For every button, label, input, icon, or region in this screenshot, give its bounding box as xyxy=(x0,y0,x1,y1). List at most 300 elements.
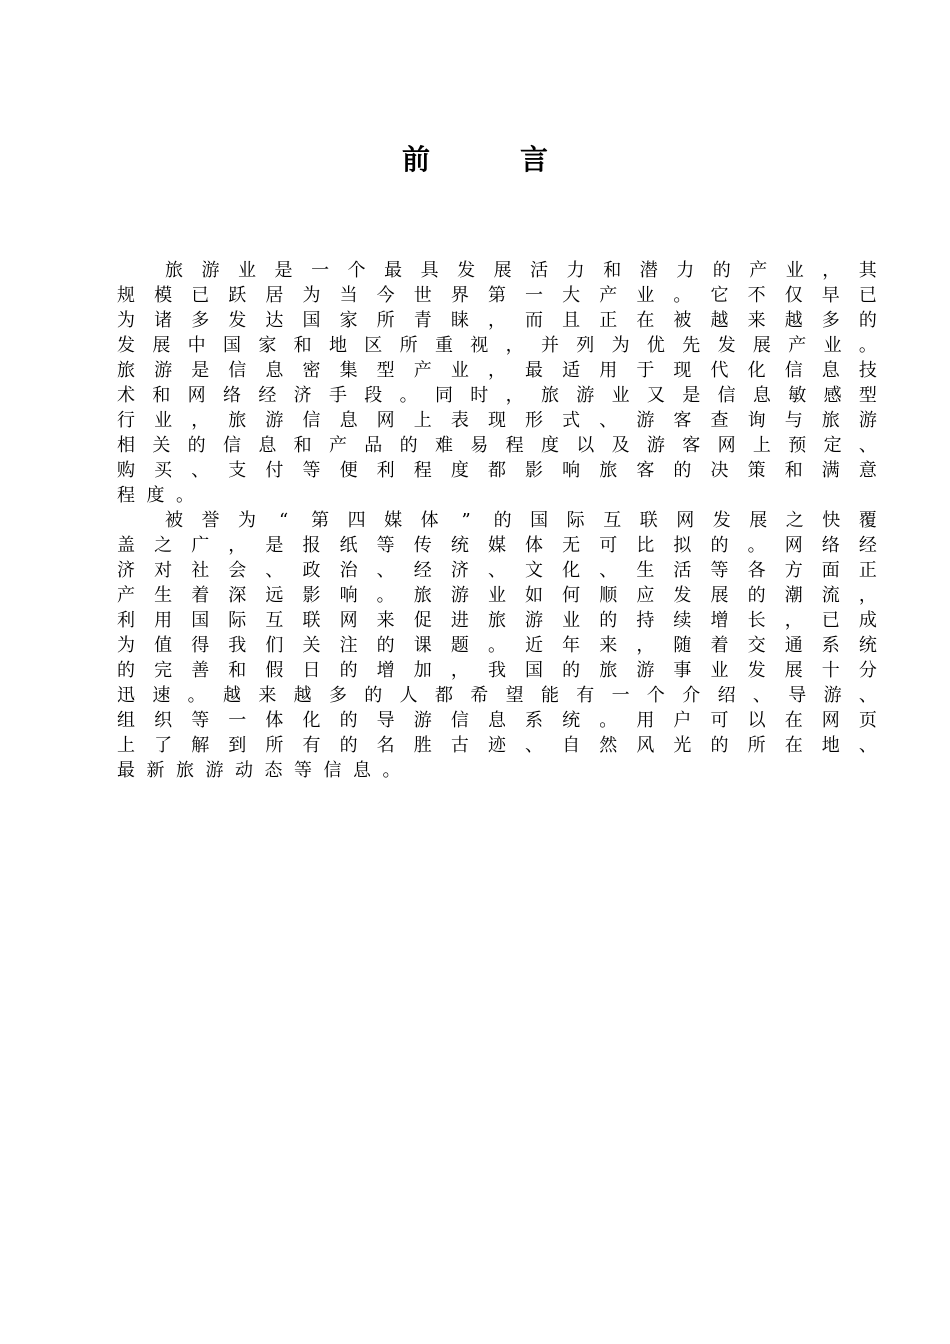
text-char: 假 xyxy=(265,660,284,681)
text-char: 产 xyxy=(328,435,347,456)
text-char: 易 xyxy=(470,435,489,456)
text-char: 早 xyxy=(821,285,840,306)
text-char: 的 xyxy=(117,660,135,681)
text-char: 查 xyxy=(710,410,729,431)
text-line xyxy=(117,733,877,758)
text-char: 与 xyxy=(784,410,803,431)
text-char: 促 xyxy=(413,610,432,631)
text-char: 息 xyxy=(752,385,771,406)
text-char: 化 xyxy=(747,360,766,381)
text-line xyxy=(117,308,877,333)
text-char: 适 xyxy=(562,360,581,381)
text-char: 迅 xyxy=(117,685,135,706)
text-char: 等 xyxy=(710,560,729,581)
text-char: 信 xyxy=(222,435,241,456)
text-char: 地 xyxy=(328,335,347,356)
text-char: 加 xyxy=(413,660,432,681)
text-char: 、 xyxy=(376,560,395,581)
text-char: 为 xyxy=(117,635,135,656)
text-char: 社 xyxy=(191,560,210,581)
text-char: 同 xyxy=(434,385,453,406)
text-char: 所 xyxy=(747,735,766,756)
text-char: 对 xyxy=(154,560,173,581)
text-char: 最 xyxy=(117,760,135,781)
text-char: “ xyxy=(278,510,289,531)
text-char: 国 xyxy=(530,510,549,531)
text-char: 会 xyxy=(228,560,247,581)
text-char: 一 xyxy=(228,710,247,731)
text-char: 先 xyxy=(682,335,701,356)
text-char: 际 xyxy=(228,610,247,631)
text-char: 页 xyxy=(858,710,877,731)
text-line xyxy=(117,283,877,308)
text-char: 经 xyxy=(413,560,432,581)
text-char: ， xyxy=(450,660,469,681)
text-char: 应 xyxy=(636,585,655,606)
text-char: 息 xyxy=(265,360,284,381)
text-line xyxy=(117,558,877,583)
text-char: 的 xyxy=(399,435,418,456)
text-char: 媒 xyxy=(384,510,403,531)
text-char: 询 xyxy=(747,410,766,431)
text-char: 着 xyxy=(710,635,729,656)
text-line xyxy=(117,633,877,658)
text-char: 。 xyxy=(858,335,877,356)
text-char: 都 xyxy=(434,685,453,706)
text-char: 和 xyxy=(228,660,247,681)
text-char: 统 xyxy=(858,635,877,656)
text-char: 、 xyxy=(487,560,506,581)
text-char: 旅 xyxy=(228,410,247,431)
text-line xyxy=(117,533,877,558)
text-char: 度 xyxy=(540,435,559,456)
text-line xyxy=(117,708,877,733)
text-char: 网 xyxy=(717,435,736,456)
text-char: 然 xyxy=(599,735,618,756)
text-char: 定 xyxy=(823,435,842,456)
text-char: 优 xyxy=(646,335,665,356)
text-char: 自 xyxy=(562,735,581,756)
text-char: 不 xyxy=(747,285,766,306)
text-char: 覆 xyxy=(858,510,877,531)
text-char: 支 xyxy=(228,460,247,481)
text-char: 、 xyxy=(191,460,210,481)
text-char: 完 xyxy=(154,660,173,681)
text-char: 组 xyxy=(117,710,135,731)
text-char: 。 xyxy=(187,685,206,706)
text-char: 何 xyxy=(562,585,581,606)
text-char: 个 xyxy=(347,260,366,281)
text-char: 绍 xyxy=(717,685,736,706)
text-char: 力 xyxy=(676,260,695,281)
text-char: 日 xyxy=(302,660,321,681)
text-char: 行 xyxy=(117,410,135,431)
text-char: 难 xyxy=(434,435,453,456)
text-char: 已 xyxy=(858,285,877,306)
text-char: 多 xyxy=(821,310,840,331)
text-char: 等 xyxy=(376,535,395,556)
text-char: 增 xyxy=(710,610,729,631)
text-char: 世 xyxy=(413,285,432,306)
text-char: 导 xyxy=(376,710,395,731)
text-char: 希 xyxy=(470,685,489,706)
text-char: 无 xyxy=(562,535,581,556)
text-char: 事 xyxy=(673,660,692,681)
text-char: 有 xyxy=(576,685,595,706)
text-char: 发 xyxy=(228,310,247,331)
text-char: 家 xyxy=(339,310,358,331)
text-char: 旅 xyxy=(540,385,559,406)
text-char: 多 xyxy=(191,310,210,331)
text-char: 们 xyxy=(265,635,284,656)
text-char: 手 xyxy=(328,385,347,406)
text-char: 是 xyxy=(682,385,701,406)
text-char: 被 xyxy=(165,510,183,531)
text-char: 广 xyxy=(191,535,210,556)
text-char: 仅 xyxy=(784,285,803,306)
text-char: 现 xyxy=(487,410,506,431)
text-char: 。 xyxy=(673,285,692,306)
text-char: 形 xyxy=(525,410,544,431)
text-char: 化 xyxy=(302,710,321,731)
text-char: 在 xyxy=(784,735,803,756)
text-char: 年 xyxy=(562,635,581,656)
text-char: 深 xyxy=(228,585,247,606)
text-char: 课 xyxy=(413,635,432,656)
text-char: 并 xyxy=(540,335,559,356)
text-char: ， xyxy=(505,385,524,406)
text-char: 得 xyxy=(191,635,210,656)
text-char: 络 xyxy=(821,535,840,556)
text-char: 通 xyxy=(784,635,803,656)
text-char: 在 xyxy=(636,310,655,331)
text-char: 展 xyxy=(493,260,512,281)
text-char: 展 xyxy=(710,585,729,606)
text-line xyxy=(117,608,877,633)
text-char: 影 xyxy=(525,460,544,481)
text-char: 、 xyxy=(599,560,618,581)
text-char: 关 xyxy=(152,435,171,456)
text-char: 注 xyxy=(339,635,358,656)
text-char: 游 xyxy=(576,385,595,406)
text-char: 等 xyxy=(294,760,312,781)
text-char: 随 xyxy=(673,635,692,656)
text-char: 国 xyxy=(525,660,544,681)
text-char: 旅 xyxy=(599,460,618,481)
text-char: 潜 xyxy=(639,260,658,281)
text-char: 展 xyxy=(784,660,803,681)
text-char: 网 xyxy=(187,385,206,406)
page-title: 前言 xyxy=(401,143,638,176)
text-char: 越 xyxy=(710,310,729,331)
text-char: 风 xyxy=(636,735,655,756)
text-char: 第 xyxy=(311,510,330,531)
text-char: 技 xyxy=(858,360,877,381)
text-line xyxy=(117,683,877,708)
text-char: 的 xyxy=(339,735,358,756)
text-char: 客 xyxy=(636,460,655,481)
text-char: 的 xyxy=(493,510,512,531)
text-char: 发 xyxy=(717,335,736,356)
text-char: 报 xyxy=(302,535,321,556)
text-char: 来 xyxy=(376,610,395,631)
text-char: 达 xyxy=(265,310,284,331)
text-char: 集 xyxy=(339,360,358,381)
text-char: 文 xyxy=(525,560,544,581)
text-char: 业 xyxy=(562,610,581,631)
text-char: 成 xyxy=(858,610,877,631)
text-char: 人 xyxy=(399,685,418,706)
text-char: 重 xyxy=(434,335,453,356)
text-char: 媒 xyxy=(487,535,506,556)
text-char: 区 xyxy=(364,335,383,356)
text-char: 济 xyxy=(450,560,469,581)
text-char: 关 xyxy=(302,635,321,656)
text-line xyxy=(117,433,877,458)
text-char: 互 xyxy=(603,510,622,531)
text-char: 介 xyxy=(682,685,701,706)
text-char: 长 xyxy=(747,610,766,631)
text-char: 的 xyxy=(599,610,618,631)
text-char: 业 xyxy=(710,660,729,681)
text-char: 迹 xyxy=(487,735,506,756)
text-char: 。 xyxy=(747,535,766,556)
text-char: 业 xyxy=(823,335,842,356)
text-char: 、 xyxy=(265,560,284,581)
text-char: 都 xyxy=(487,460,506,481)
text-char: 中 xyxy=(187,335,206,356)
text-char: 网 xyxy=(676,510,695,531)
text-char: 解 xyxy=(191,735,210,756)
text-char: ， xyxy=(487,360,506,381)
text-char: 品 xyxy=(364,435,383,456)
text-char: 经 xyxy=(858,535,877,556)
text-char: 和 xyxy=(293,335,312,356)
text-char: 发 xyxy=(117,335,135,356)
text-char: 程 xyxy=(413,460,432,481)
text-char: 动 xyxy=(235,760,253,781)
text-char: 着 xyxy=(191,585,210,606)
text-char: 新 xyxy=(146,760,165,781)
text-char: 列 xyxy=(576,335,595,356)
text-char: 展 xyxy=(749,510,768,531)
text-char: 是 xyxy=(191,360,210,381)
text-char: 客 xyxy=(682,435,701,456)
text-line xyxy=(117,658,877,683)
text-char: 续 xyxy=(673,610,692,631)
text-char: 统 xyxy=(450,535,469,556)
text-char: 游 xyxy=(636,660,655,681)
text-char: 用 xyxy=(154,610,173,631)
text-line xyxy=(117,758,877,783)
text-char: 纸 xyxy=(339,535,358,556)
text-char: 客 xyxy=(673,410,692,431)
text-char: 、 xyxy=(858,685,877,706)
text-char: 已 xyxy=(191,285,210,306)
text-char: 际 xyxy=(566,510,585,531)
text-char: 术 xyxy=(117,385,135,406)
text-char: 信 xyxy=(323,760,342,781)
text-char: 生 xyxy=(636,560,655,581)
text-char: 诸 xyxy=(154,310,173,331)
text-char: 光 xyxy=(673,735,692,756)
text-char: 进 xyxy=(450,610,469,631)
text-char: 面 xyxy=(821,560,840,581)
text-char: 式 xyxy=(562,410,581,431)
text-char: 所 xyxy=(265,735,284,756)
text-char: 。 xyxy=(399,385,418,406)
text-char: 网 xyxy=(376,410,395,431)
text-char: 游 xyxy=(154,360,173,381)
text-char: 相 xyxy=(117,435,135,456)
text-char: 网 xyxy=(784,535,803,556)
text-line xyxy=(117,483,877,508)
text-char: 及 xyxy=(611,435,630,456)
text-char: 所 xyxy=(376,310,395,331)
text-char: 一 xyxy=(525,285,544,306)
text-char: 息 xyxy=(353,760,371,781)
text-char: 现 xyxy=(673,360,692,381)
text-char: 模 xyxy=(154,285,173,306)
text-char: 体 xyxy=(525,535,544,556)
text-char: 交 xyxy=(747,635,766,656)
text-char: 展 xyxy=(752,335,771,356)
text-char: 跃 xyxy=(228,285,247,306)
text-char: 如 xyxy=(525,585,544,606)
text-char: 十 xyxy=(821,660,840,681)
text-char: 分 xyxy=(858,660,877,681)
text-char: 型 xyxy=(858,385,877,406)
text-char: 和 xyxy=(603,260,622,281)
text-char: 被 xyxy=(673,310,692,331)
text-char: 值 xyxy=(154,635,173,656)
text-char: 是 xyxy=(274,260,293,281)
text-char: 息 xyxy=(487,710,506,731)
text-char: 付 xyxy=(265,460,284,481)
text-char: 能 xyxy=(540,685,559,706)
text-char: 旅 xyxy=(117,360,135,381)
text-char: 一 xyxy=(311,260,330,281)
text-char: 度 xyxy=(450,460,469,481)
text-char: 态 xyxy=(264,760,283,781)
text-char: 密 xyxy=(302,360,321,381)
text-line xyxy=(117,408,877,433)
text-char: 比 xyxy=(636,535,655,556)
text-char: 的 xyxy=(364,685,383,706)
text-char: 近 xyxy=(525,635,544,656)
text-char: 誉 xyxy=(201,510,220,531)
text-char: 快 xyxy=(822,510,841,531)
text-char: 业 xyxy=(636,285,655,306)
text-char: 统 xyxy=(562,710,581,731)
text-char: 旅 xyxy=(599,660,618,681)
text-char: 是 xyxy=(265,535,284,556)
text-char: 的 xyxy=(673,460,692,481)
text-char: 、 xyxy=(858,435,877,456)
text-char: 发 xyxy=(747,660,766,681)
text-char: 游 xyxy=(413,710,432,731)
text-char: 时 xyxy=(470,385,489,406)
text-char: 视 xyxy=(470,335,489,356)
text-char: 和 xyxy=(152,385,171,406)
text-char: 我 xyxy=(228,635,247,656)
text-char: 生 xyxy=(154,585,173,606)
text-char: 越 xyxy=(784,310,803,331)
text-char: 活 xyxy=(673,560,692,581)
text-char: 业 xyxy=(238,260,257,281)
text-char: 上 xyxy=(413,410,432,431)
text-char: 、 xyxy=(599,410,618,431)
text-char: 联 xyxy=(302,610,321,631)
text-char: 了 xyxy=(154,735,173,756)
text-char: 度 xyxy=(146,485,165,506)
text-char: 潮 xyxy=(784,585,803,606)
text-char: 旅 xyxy=(821,410,840,431)
text-char: 为 xyxy=(611,335,630,356)
text-char: 的 xyxy=(339,660,358,681)
text-char: 青 xyxy=(413,310,432,331)
text-char: 织 xyxy=(154,710,173,731)
text-char: 型 xyxy=(376,360,395,381)
text-char: 导 xyxy=(788,685,807,706)
text-char: 之 xyxy=(154,535,173,556)
text-char: 的 xyxy=(562,660,581,681)
text-char: 。 xyxy=(382,760,401,781)
text-line xyxy=(117,333,877,358)
text-char: 信 xyxy=(450,710,469,731)
text-char: 胜 xyxy=(413,735,432,756)
text-char: 产 xyxy=(599,285,618,306)
text-char: 游 xyxy=(823,685,842,706)
text-char: 其 xyxy=(858,260,877,281)
text-char: 响 xyxy=(562,460,581,481)
text-char: 策 xyxy=(747,460,766,481)
text-char: 界 xyxy=(450,285,469,306)
text-char: 上 xyxy=(117,735,135,756)
text-char: 持 xyxy=(636,610,655,631)
text-char: 发 xyxy=(457,260,476,281)
text-char: 家 xyxy=(258,335,277,356)
text-char: ， xyxy=(228,535,247,556)
text-char: 古 xyxy=(450,735,469,756)
text-char: 力 xyxy=(566,260,585,281)
text-char: ， xyxy=(822,260,841,281)
text-char: 而 xyxy=(525,310,544,331)
text-char: 息 xyxy=(258,435,277,456)
text-char: 为 xyxy=(238,510,257,531)
text-char: 业 xyxy=(785,260,804,281)
text-char: 旅 xyxy=(487,610,506,631)
text-char: 今 xyxy=(376,285,395,306)
text-char: 业 xyxy=(487,585,506,606)
text-char: 睐 xyxy=(450,310,469,331)
text-char: 一 xyxy=(611,685,630,706)
text-char: 信 xyxy=(717,385,736,406)
text-char: 游 xyxy=(858,410,877,431)
text-char: 最 xyxy=(525,360,544,381)
text-char: 速 xyxy=(152,685,171,706)
text-char: 业 xyxy=(154,410,173,431)
text-char: 名 xyxy=(376,735,395,756)
text-char: 题 xyxy=(450,635,469,656)
text-char: 国 xyxy=(302,310,321,331)
text-char: 游 xyxy=(636,410,655,431)
text-char: 游 xyxy=(201,260,220,281)
text-char: 互 xyxy=(265,610,284,631)
text-char: 等 xyxy=(191,710,210,731)
text-char: 旅 xyxy=(165,260,183,281)
text-char: 顺 xyxy=(599,585,618,606)
